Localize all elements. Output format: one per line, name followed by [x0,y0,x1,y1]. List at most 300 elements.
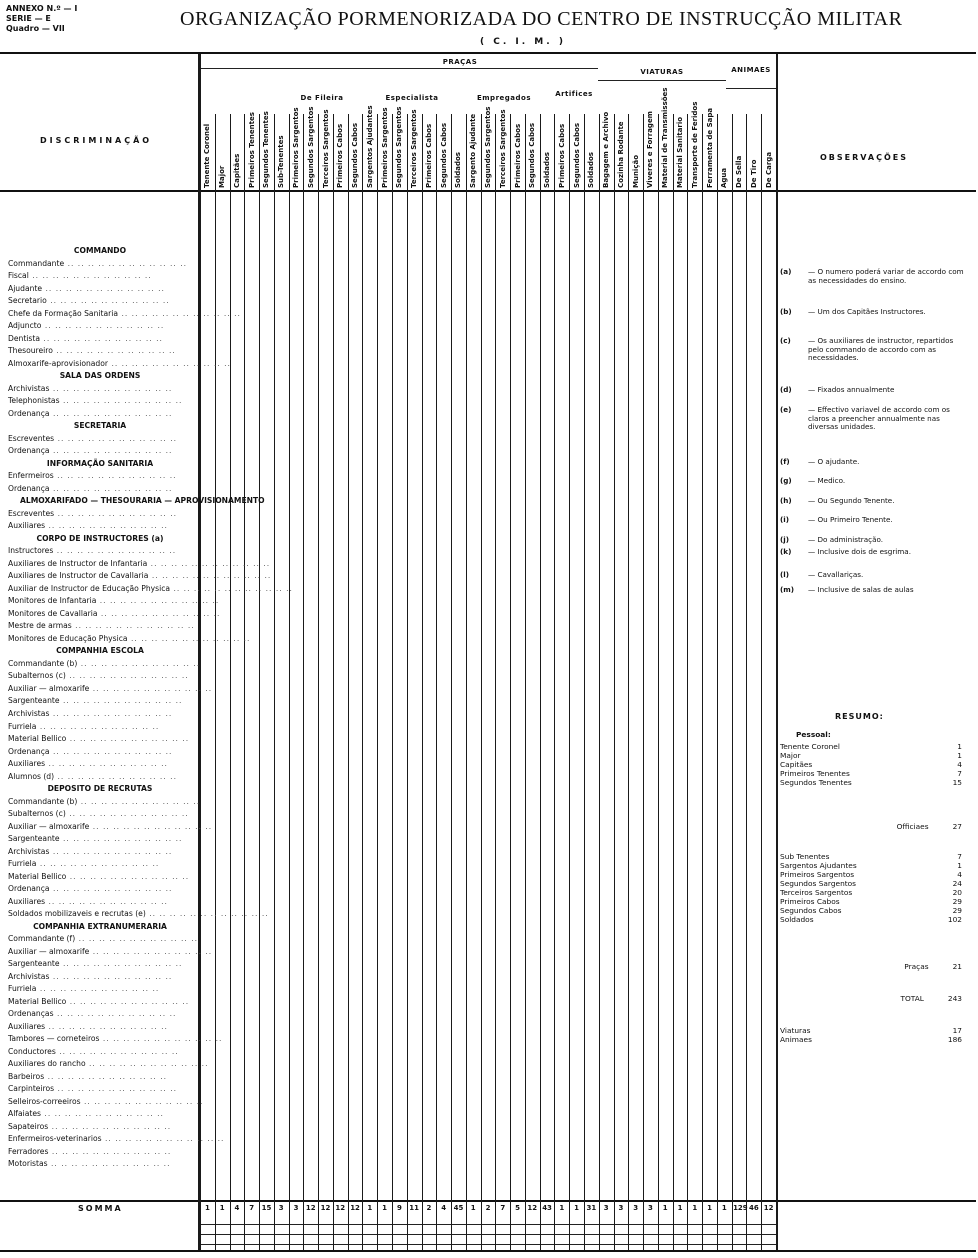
resumo-value: 21 [952,962,962,971]
column-header: Major [218,165,227,188]
column-header: Bagagem e Archivo [602,111,611,188]
column-header: Primeiros Sargentos [292,107,300,188]
somma-value: 1 [219,1204,225,1212]
note-text: — Medico. [808,476,846,485]
resumo-value: 7 [957,769,962,778]
column-rule [333,114,334,1250]
table-row-label: Escreventes .. .. .. .. .. .. .. .. .. .. .. .. [8,508,178,518]
somma-value: 3 [648,1204,653,1212]
observation-note [780,458,968,467]
column-header: Material Sanitario [676,116,684,188]
column-rule [274,114,275,1250]
column-rule [525,114,526,1250]
viaturas-rule [598,80,726,81]
column-header: Capitães [232,153,241,188]
resumo-line [780,852,962,861]
table-row-label: Archivistas .. .. .. .. .. .. .. .. .. .. .. .. [8,846,173,856]
footer-rule [200,1234,776,1235]
table-row-label: Ordenança .. .. .. .. .. .. .. .. .. .. .. .. [8,483,173,493]
column-rule [746,114,747,1250]
somma-value: 7 [500,1204,506,1212]
resumo-label: Primeiros Sargentos [780,870,855,879]
annex-reference [6,4,77,34]
resumo-line [780,906,962,915]
column-header: Terceiros Sargentos [321,109,330,188]
note-text: — Ou Primeiro Tenente. [808,515,893,524]
note-text: — Os auxiliares de instructor, repartidos pelo commando de accordo com as necessidades. [808,336,954,363]
note-key: (c) [780,336,791,345]
note-key: (l) [780,570,790,579]
table-row-label: Furriela .. .. .. .. .. .. .. .. .. .. .. .. [8,859,160,869]
column-header: Primeiros Cabos [424,123,433,188]
column-rule [643,114,644,1250]
resumo-label: Praças [904,962,929,971]
table-row-label: Ordenança .. .. .. .. .. .. .. .. .. .. .. .. [8,446,173,456]
table-row-label: Ajudante .. .. .. .. .. .. .. .. .. .. .. .. [8,283,165,293]
resumo-line [780,888,962,897]
observation-note [780,308,968,317]
column-header: Segundos Sargentos [306,106,315,188]
table-row-label: Tambores — corneteiros .. .. .. .. .. .. .. .. .. .. .. .. [8,1034,223,1044]
table-row-label: Material Bellico .. .. .. .. .. .. .. .. .. .. .. .. [8,871,190,881]
resumo-value: 7 [957,852,962,861]
note-key: (h) [780,496,792,505]
section-heading: INFORMAÇÃO SANITARIA [46,458,154,468]
table-row-label: Ferradores .. .. .. .. .. .. .. .. .. .. .. .. [8,1146,172,1156]
column-rule [628,114,629,1250]
resumo-line [780,769,962,778]
column-rule [569,114,570,1250]
note-text: — Um dos Capitães Instructores. [808,307,926,316]
somma-value: 45 [453,1204,464,1212]
resumo-value: 20 [952,888,962,897]
somma-value: 7 [249,1204,255,1212]
column-header: Ferramenta de Sapa [705,107,714,188]
resumo-label: Officiaes [896,822,929,831]
somma-value: 3 [293,1204,299,1212]
column-rule [244,114,245,1250]
resumo-title: RESUMO: [835,712,884,721]
section-heading: COMPANHIA EXTRANUMERARIA [33,921,167,931]
section-heading: ALMOXARIFADO — THESOURARIA — APROVISIONAMENTO [20,496,265,506]
table-row-label: Auxiliares de Instructor de Cavallaria .. .. .. .. .. .. .. .. .. .. .. .. [8,571,272,581]
table-row-label: Commandante (b) .. .. .. .. .. .. .. .. .. .. .. .. [8,658,201,668]
column-header: Sargentos Ajudantes [365,105,374,188]
note-key: (g) [780,476,792,485]
somma-value: 12 [763,1204,774,1212]
table-row-label: Commandante (f) .. .. .. .. .. .. .. .. .. .. .. .. [8,934,199,944]
table-row-label: Selleiros-correeiros .. .. .. .. .. .. .. .. .. .. .. .. [8,1096,204,1106]
discriminacao-header: DISCRIMINAÇÃO [40,136,153,145]
section-heading: SALA DAS ORDENS [59,371,141,381]
column-rule [732,114,733,1250]
somma-value: 3 [618,1204,624,1212]
table-row-label: Alumnos (d) .. .. .. .. .. .. .. .. .. .. .. .. [8,771,177,781]
somma-value: 1 [574,1204,580,1212]
resumo-label: Segundos Sargentos [780,879,857,888]
column-rule [451,114,452,1250]
column-rule [673,114,674,1250]
note-key: (m) [780,585,795,594]
somma-value: 46 [748,1204,759,1212]
column-rule [687,114,688,1250]
column-header: Segundos Tenentes [262,111,271,188]
table-row-label: Dentista .. .. .. .. .. .. .. .. .. .. .. .. [8,333,163,343]
resumo-value: 4 [957,760,962,769]
resumo-value: 17 [952,1026,962,1035]
somma-value: 4 [234,1204,240,1212]
column-header: Soldados [454,152,463,188]
observation-note [780,586,968,595]
somma-value: 3 [603,1204,609,1212]
note-key: (b) [780,307,792,316]
column-header: Terceiros Sargentos [498,109,507,188]
group-animaes: ANIMAES [731,66,771,74]
note-text: — Inclusive dois de esgrima. [808,547,911,556]
quadro-line: Quadro — VII [6,24,65,33]
table-row-label: Conductores .. .. .. .. .. .. .. .. .. .. .. .. [8,1046,179,1056]
resumo-viaturas [780,1026,962,1035]
resumo-value: 24 [952,879,962,888]
table-row-label: Archivistas .. .. .. .. .. .. .. .. .. .. .. .. [8,383,173,393]
column-header: Segundos Cabos [439,122,448,188]
group-viaturas: VIATURAS [640,68,684,76]
table-row-label: Ordenança .. .. .. .. .. .. .. .. .. .. .. .. [8,746,173,756]
organization-table [0,52,976,1252]
group-artifices: Artifices [555,90,593,98]
somma-value: 4 [441,1204,447,1212]
resumo-line [780,751,962,760]
column-header: Sub-Tenentes [277,135,286,188]
resumo-value: 102 [947,915,962,924]
serie-line: SERIE — E [6,14,51,23]
somma-value: 12 [350,1204,360,1212]
resumo-label: Tenente Coronel [780,742,840,751]
column-header: Soldados [587,152,596,188]
resumo-value: 1 [957,861,962,870]
note-key: (a) [780,267,792,276]
resumo-line [780,760,962,769]
resumo-line [780,915,962,924]
column-rule [717,114,718,1250]
observation-note [780,477,968,486]
note-text: — Effectivo variavel de accordo com os claros a preencher annualmente nas diversas unidades. [808,405,950,432]
table-row-label: Material Bellico .. .. .. .. .. .. .. .. .. .. .. .. [8,996,190,1006]
column-rule [436,114,437,1250]
somma-value: 1 [559,1204,565,1212]
table-row-label: Commandante .. .. .. .. .. .. .. .. .. .. .. .. [8,258,188,268]
observation-note [780,406,968,432]
table-row-label: Barbeiros .. .. .. .. .. .. .. .. .. .. .. .. [8,1071,168,1081]
column-header: Terceiros Sargentos [410,109,419,188]
table-row-label: Material Bellico .. .. .. .. .. .. .. .. .. .. .. .. [8,734,190,744]
column-rule [495,114,496,1250]
somma-value: 12 [305,1204,316,1212]
resumo-line [780,742,962,751]
table-row-label: Auxiliar — almoxarife .. .. .. .. .. .. .. .. .. .. .. .. [8,946,213,956]
resumo-label: Animaes [780,1035,812,1044]
observation-note [780,516,968,525]
table-row-label: Soldados mobilizaveis e recrutas (e) .. .. .. .. .. .. .. .. .. .. .. .. [8,909,269,919]
resumo-label: Soldados [780,915,814,924]
table-row-label: Enfermeiros .. .. .. .. .. .. .. .. .. .. .. .. [8,471,177,481]
column-rule [599,114,600,1250]
table-row-label: Auxiliares .. .. .. .. .. .. .. .. .. .. .. .. [8,896,168,906]
somma-value: 1 [382,1204,388,1212]
somma-value: 1 [367,1204,373,1212]
somma-top-rule [0,1200,976,1202]
somma-label: SOMMA [78,1204,123,1213]
resumo-value: 186 [947,1035,962,1044]
observation-note [780,497,968,506]
table-row-label: Almoxarife-aprovisionador .. .. .. .. .. .. .. .. .. .. .. .. [8,358,231,368]
column-header: Segundos Sargentos [395,106,404,188]
column-rule [289,114,290,1250]
note-key: (j) [780,535,790,544]
observacoes-edge [776,54,778,1250]
somma-value: 43 [542,1204,552,1212]
column-header: De Tiro [749,159,758,188]
table-row-label: Alfaiates .. .. .. .. .. .. .. .. .. .. .. .. [8,1109,164,1119]
column-header: Primeiros Cabos [557,123,566,188]
somma-value: 1 [707,1204,712,1212]
table-row-label: Subalternos (c) .. .. .. .. .. .. .. .. .. .. .. .. [8,671,189,681]
table-row-label: Ordenanças .. .. .. .. .. .. .. .. .. .. .. .. [8,1009,177,1019]
column-header: Segundos Cabos [528,122,537,188]
note-text: — Cavallariças. [808,570,864,579]
column-header: Primeiros Cabos [513,123,522,188]
officiaes-rule [200,68,280,69]
column-rule [362,114,363,1250]
somma-value: 1 [677,1204,683,1212]
resumo-label: Primeiros Tenentes [780,769,850,778]
column-rule [584,114,585,1250]
somma-value: 1 [721,1204,727,1212]
column-header: De Sella [735,155,744,188]
table-row-label: Monitores de Cavallaria .. .. .. .. .. .. .. .. .. .. .. .. [8,608,221,618]
note-text: — Fixados annualmente [808,385,895,394]
table-row-label: Ordenança .. .. .. .. .. .. .. .. .. .. .. .. [8,408,173,418]
column-header: Segundos Sargentos [484,106,492,188]
column-rule [407,114,408,1250]
somma-value: 1 [470,1204,476,1212]
observation-note [780,571,968,580]
somma-value: 3 [633,1204,639,1212]
note-key: (d) [780,385,792,394]
table-row-label: Archivistas .. .. .. .. .. .. .. .. .. .. .. .. [8,971,173,981]
group-empregados: Empregados [476,94,531,102]
table-row-label: Monitores de Infantaria .. .. .. .. .. .. .. .. .. .. .. .. [8,596,220,606]
observation-note [780,337,968,363]
column-rule [614,114,615,1250]
somma-value: 12 [335,1204,346,1212]
observation-note [780,386,968,395]
table-row-label: Thesoureiro .. .. .. .. .. .. .. .. .. .. .. .. [8,346,176,356]
group-pracas: PRAÇAS [442,58,478,66]
column-header: Sargento Ajudante [469,113,478,188]
table-row-label: Motoristas .. .. .. .. .. .. .. .. .. .. .. .. [8,1159,171,1169]
column-rule [658,114,659,1250]
column-header: Cozinha Rodante [616,121,625,188]
column-rule [702,114,703,1250]
resumo-subtotal [780,822,962,831]
column-rule [230,114,231,1250]
column-rule [761,114,762,1250]
table-row-label: Instructores .. .. .. .. .. .. .. .. .. .. .. .. [8,546,177,556]
table-row-label: Auxiliares de Instructor de Infantaria .. .. .. .. .. .. .. .. .. .. .. .. [8,558,271,568]
section-heading: DEPOSITO DE RECRUTAS [47,784,153,794]
column-rule [377,114,378,1250]
column-header: Tenente Coronel [203,123,212,188]
table-row-label: Ordenança .. .. .. .. .. .. .. .. .. .. .. .. [8,884,173,894]
column-header: Transporte de Feridos [690,101,699,188]
resumo-label: Major [780,751,801,760]
column-rule [422,114,423,1250]
table-row-label: Secretario .. .. .. .. .. .. .. .. .. .. .. .. [8,296,170,306]
table-row-label: Auxiliar — almoxarife .. .. .. .. .. .. .. .. .. .. .. .. [8,821,213,831]
column-rule [510,114,511,1250]
table-row-label: Adjuncto .. .. .. .. .. .. .. .. .. .. .. .. [8,321,165,331]
table-row-label: Sargenteante .. .. .. .. .. .. .. .. .. .. .. .. [8,959,183,969]
table-row-label: Auxiliares .. .. .. .. .. .. .. .. .. .. .. .. [8,521,168,531]
table-row-label: Furriela .. .. .. .. .. .. .. .. .. .. .. .. [8,721,160,731]
note-text: — O numero poderá variar de accordo com as necessidades do ensino. [808,267,964,285]
pracas-rule [280,68,598,69]
resumo-label: Segundos Tenentes [780,778,852,787]
note-key: (f) [780,457,790,466]
note-text: — Do administração. [808,535,884,544]
column-header: Primeiros Cabos [336,123,345,188]
resumo-value: 1 [957,742,962,751]
resumo-value: 1 [957,751,962,760]
observation-note [780,548,968,557]
column-rule [392,114,393,1250]
column-rule [200,54,201,1250]
table-row-label: Mestre de armas .. .. .. .. .. .. .. .. .. .. .. .. [8,621,195,631]
column-rule [481,114,482,1250]
table-row-label: Subalternos (c) .. .. .. .. .. .. .. .. .. .. .. .. [8,809,189,819]
resumo-total [780,994,962,1003]
note-text: — Ou Segundo Tenente. [808,496,895,505]
column-rule [554,114,555,1250]
table-row-label: Monitores de Educação Physica .. .. .. .. .. .. .. .. .. .. .. .. [8,633,251,643]
column-rule [466,114,467,1250]
column-header: Segundos Cabos [572,122,581,188]
table-row-label: Archivistas .. .. .. .. .. .. .. .. .. .. .. .. [8,709,173,718]
table-row-label: Auxiliares do rancho .. .. .. .. .. .. .. .. .. .. .. .. [8,1059,209,1069]
observation-note [780,268,968,285]
table-row-label: Sargenteante .. .. .. .. .. .. .. .. .. .. .. .. [8,696,183,706]
table-row-label: Fiscal .. .. .. .. .. .. .. .. .. .. .. .. [8,271,152,281]
table-row-label: Escreventes .. .. .. .. .. .. .. .. .. .. .. .. [8,433,178,443]
note-text: — O ajudante. [808,457,860,466]
table-row-label: Carpinteiros .. .. .. .. .. .. .. .. .. .. .. .. [8,1084,178,1094]
resumo-line [780,870,962,879]
somma-value: 31 [586,1204,597,1212]
somma-value: 2 [426,1204,432,1212]
column-rule [303,114,304,1250]
somma-value: 129 [733,1204,748,1212]
resumo-line [780,879,962,888]
somma-value: 15 [261,1204,272,1212]
section-heading: COMPANHIA ESCOLA [56,646,144,656]
section-heading: SECRETARIA [73,421,127,431]
table-row-label: Auxiliar — almoxarife .. .. .. .. .. .. .. .. .. .. .. .. [8,683,213,693]
resumo-value: 27 [952,822,962,831]
resumo-value: 29 [952,906,962,915]
column-header: Primeiros Sargentos [380,107,389,188]
table-row-label: Auxiliares .. .. .. .. .. .. .. .. .. .. .. .. [8,759,168,769]
section-heading: CORPO DE INSTRUCTORES (a) [36,533,164,543]
header-bottom-rule [0,190,976,192]
annex-line: ANNEXO N.º — I [6,4,78,13]
section-heading: COMMANDO [73,246,127,255]
somma-value: 1 [692,1204,698,1212]
resumo-value: 15 [952,778,962,787]
group-especialista: Especialista [385,94,439,102]
somma-value: 9 [396,1204,402,1212]
resumo-value: 243 [947,994,962,1003]
page-subtitle: ( C. I. M. ) [480,37,566,47]
somma-value: 2 [485,1204,491,1212]
resumo-pessoal: Pessoal: [796,730,831,739]
column-rule [318,114,319,1250]
somma-value: 3 [278,1204,284,1212]
column-header: Viveres e Forragem [646,111,655,188]
resumo-value: 29 [952,897,962,906]
column-header: Segundos Cabos [351,122,360,188]
resumo-value: 4 [957,870,962,879]
note-text: — Inclusive de salas de aulas [808,585,914,594]
somma-value: 1 [204,1204,210,1212]
column-rule [348,114,349,1250]
resumo-label: Sargentos Ajudantes [780,861,857,870]
somma-value: 12 [320,1204,331,1212]
table-row-label: Sargenteante .. .. .. .. .. .. .. .. .. .. .. .. [8,834,183,844]
somma-value: 11 [409,1204,420,1212]
resumo-animaes [780,1035,962,1044]
table-row-label: Commandante (b) .. .. .. .. .. .. .. .. .. .. .. .. [8,796,201,806]
column-header: Material de Transmissões [661,87,670,188]
resumo-label: Viaturas [780,1026,811,1035]
column-rule [540,114,541,1250]
table-row-label: Auxiliar de Instructor de Educação Physica .. .. .. .. .. .. .. .. .. .. .. .. [8,583,293,593]
somma-value: 5 [515,1204,520,1212]
resumo-label: Terceiros Sargentos [780,888,853,897]
somma-value: 12 [527,1204,538,1212]
column-header: De Carga [764,151,773,188]
animaes-rule [726,88,776,89]
table-row-label: Chefe da Formação Sanitaria .. .. .. .. .. .. .. .. .. .. .. .. [8,308,241,318]
resumo-label: Sub Tenentes [780,852,830,861]
table-row-label: Sapateiros .. .. .. .. .. .. .. .. .. .. .. .. [8,1121,172,1131]
resumo-label: Segundos Cabos [780,906,842,915]
resumo-line [780,897,962,906]
group-de-fileira: De Fileira [300,94,344,102]
somma-value: 1 [662,1204,668,1212]
note-key: (e) [780,405,792,414]
column-header: Soldados [543,152,552,188]
somma-bottom-rule [200,1224,776,1225]
resumo-line [780,861,962,870]
note-key: (k) [780,547,792,556]
column-rule [215,114,216,1250]
table-row-label: Furriela .. .. .. .. .. .. .. .. .. .. .. .. [8,984,160,994]
column-header: Munição [631,154,640,188]
resumo-line [780,778,962,787]
note-key: (i) [780,515,790,524]
column-header: Primeiros Tenentes [247,112,256,188]
